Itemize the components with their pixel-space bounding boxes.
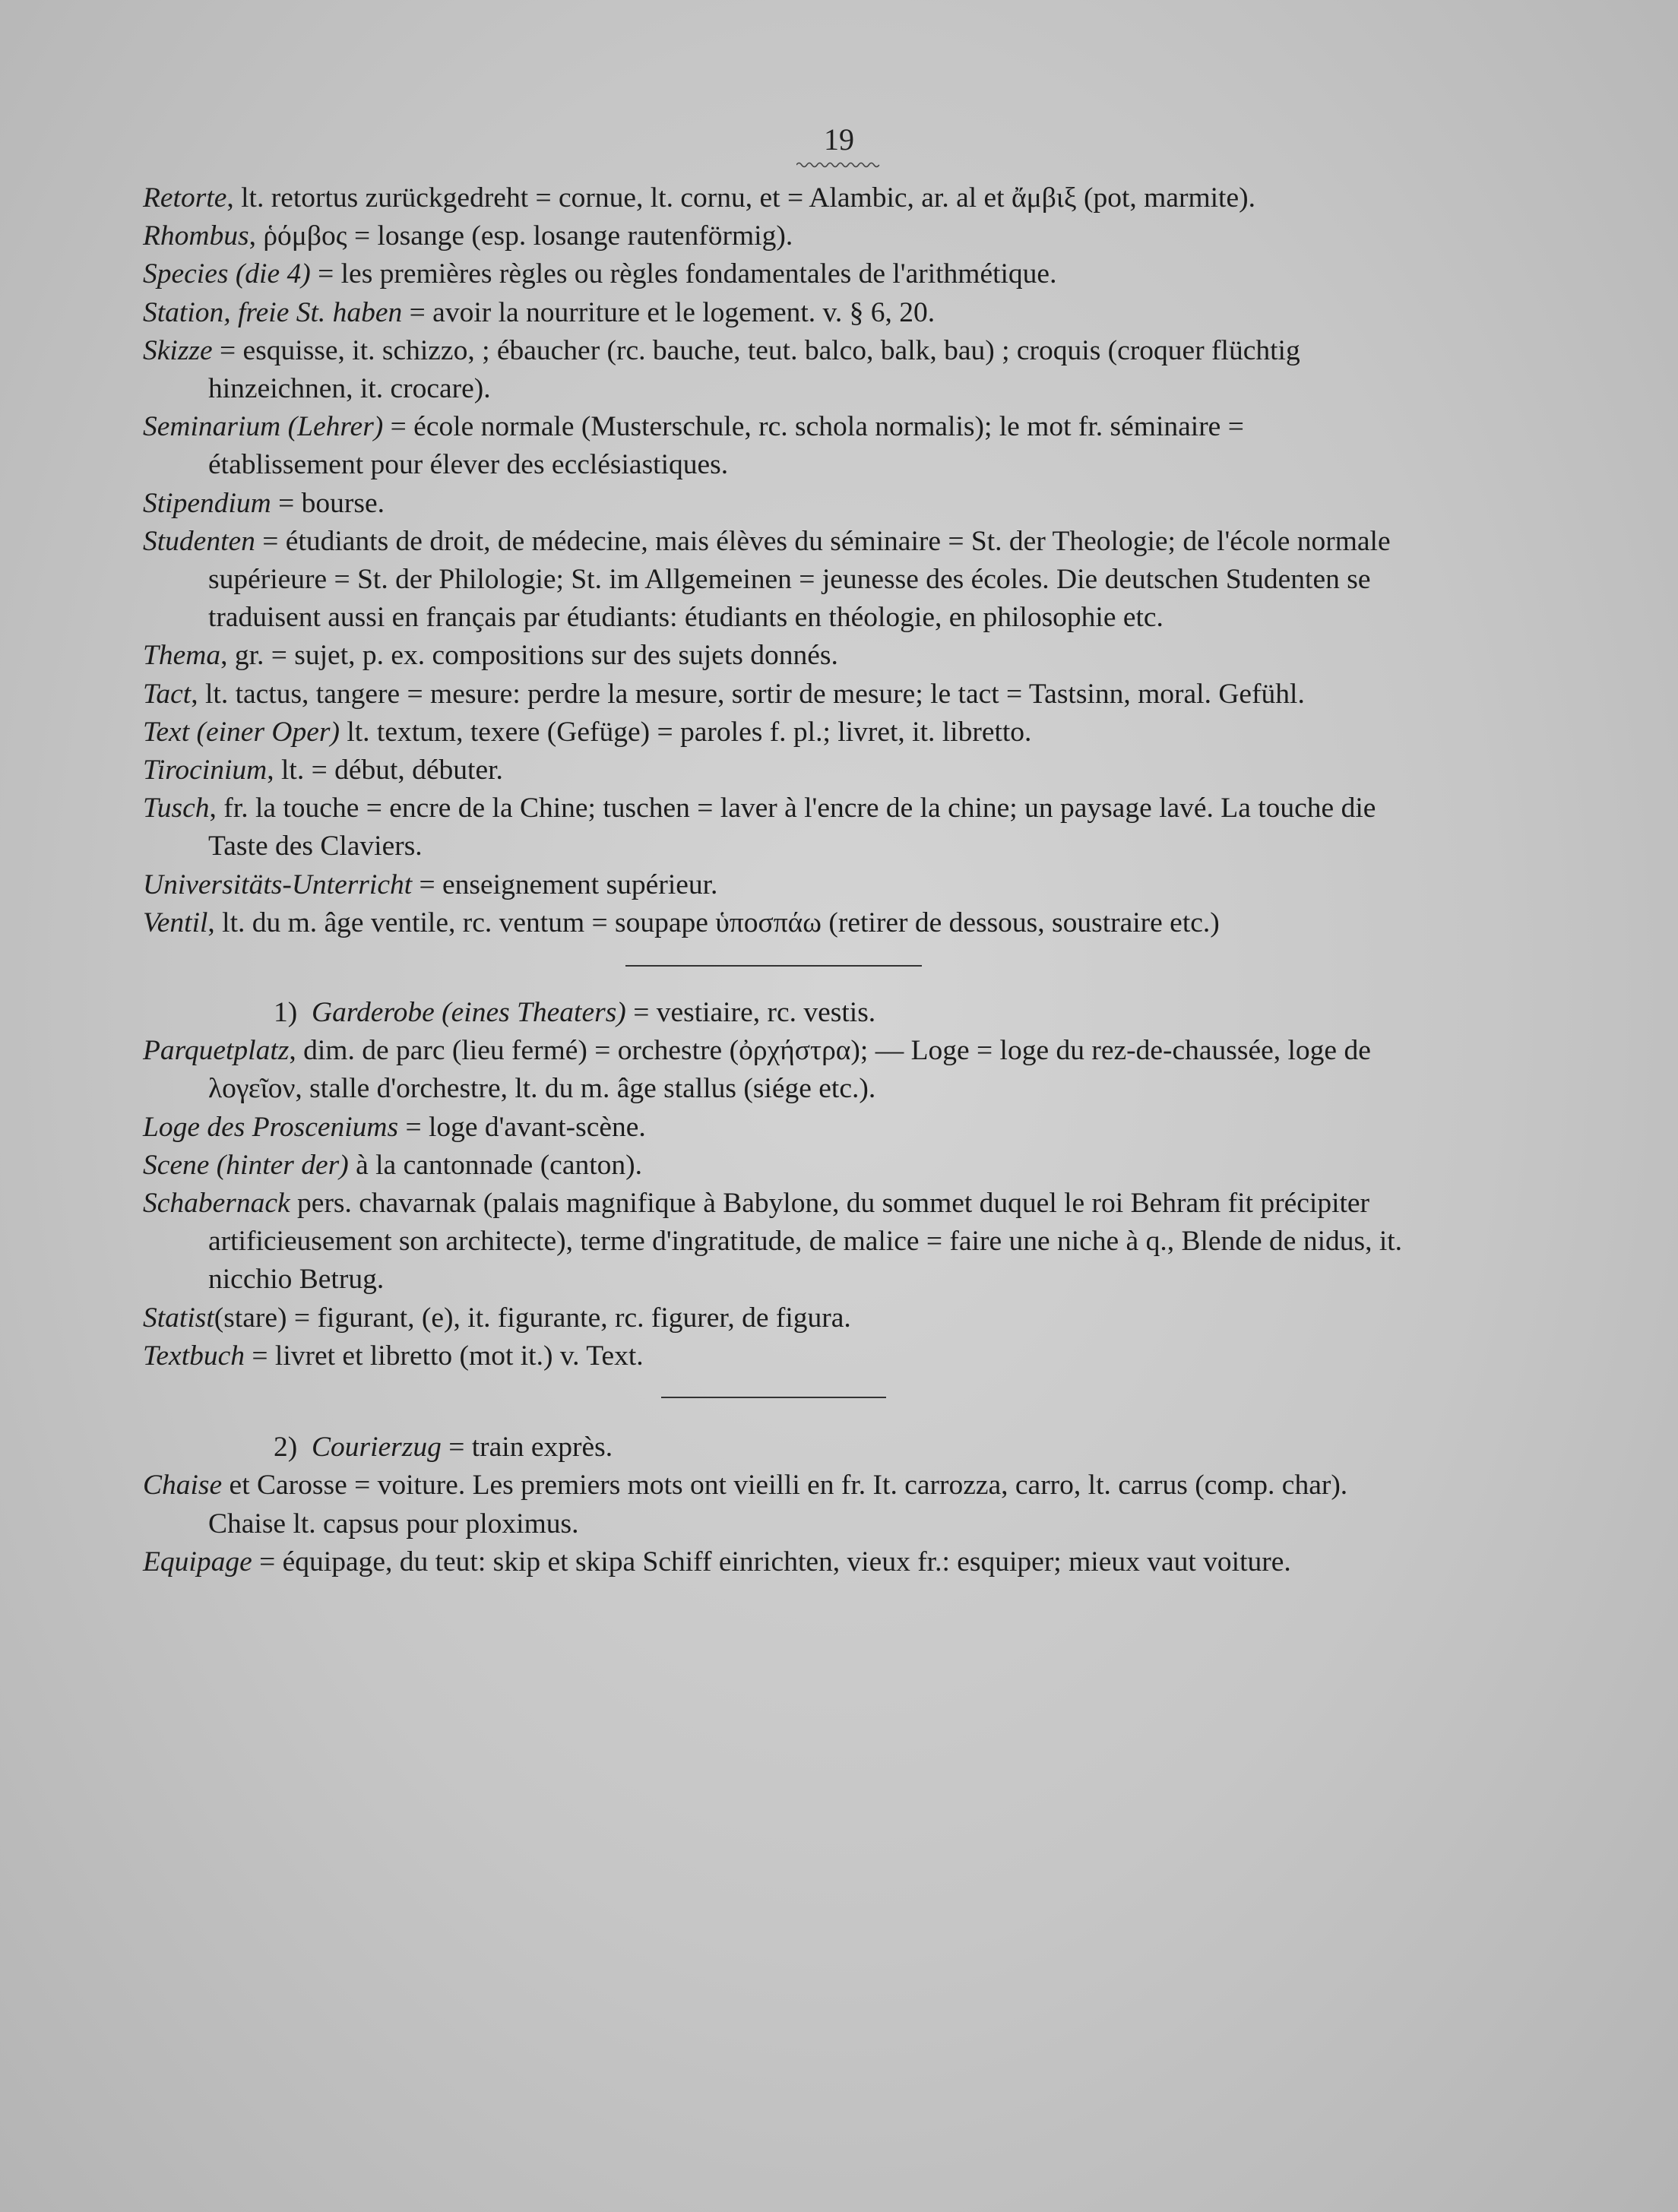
definition: = train exprès.: [441, 1432, 613, 1464]
entry-seminarium: [143, 408, 1404, 484]
headword: Studenten: [143, 525, 255, 557]
definition: = les premières règles ou règles fondamentales de l'arithmétique.: [310, 258, 1057, 290]
definition: , dim. de parc (lieu fermé) = orchestre (ὀρχήστρα); — Loge = loge du rez-de-chaussée, loge de λογεῖον, stalle d'orchestre, lt. du m. âge stallus (siége etc.).: [208, 1035, 1371, 1105]
section-intro: [143, 1429, 1404, 1467]
headword: Textbuch: [143, 1340, 245, 1372]
definition: = enseignement supérieur.: [412, 869, 718, 900]
definition: = esquisse, it. schizzo, ; ébaucher (rc. bauche, teut. balco, balk, bau) ; croquis (croquer flüchtig hinzeichnen, it. crocare).: [208, 334, 1300, 405]
headword: Rhombus: [143, 220, 249, 252]
headword: Text (einer Oper): [143, 716, 340, 748]
headword: Tact: [143, 678, 192, 710]
section-number: 1): [274, 997, 298, 1029]
entry-loge-des-prosceniums: [143, 1109, 1404, 1147]
definition: , gr. = sujet, p. ex. compositions sur des sujets donnés.: [220, 640, 838, 672]
headword: Species (die 4): [143, 258, 311, 290]
definition: lt. textum, texere (Gefüge) = paroles f. pl.; livret, it. libretto.: [339, 716, 1032, 748]
section-divider: [625, 965, 922, 967]
headword: Statist: [143, 1302, 214, 1334]
entry-thema: [143, 637, 1404, 675]
definition: = vestiaire, rc. vestis.: [625, 997, 876, 1029]
definition: , ῥόμβος = losange (esp. losange rautenförmig).: [249, 220, 793, 252]
headword: Retorte: [143, 182, 227, 214]
entry-equipage: [143, 1543, 1404, 1581]
entry-tact: [143, 676, 1404, 714]
headword: Schabernack: [143, 1188, 290, 1220]
decorative-wave-rule: [796, 161, 880, 169]
definition: = bourse.: [271, 487, 385, 519]
definition: = école normale (Musterschule, rc. schola normalis); le mot fr. séminaire = établissement pour élever des ecclésiastiques.: [208, 411, 1244, 481]
entry-scene: [143, 1147, 1404, 1185]
headword: Skizze: [143, 334, 213, 366]
definition: = étudiants de droit, de médecine, mais élèves du séminaire = St. der Theologie; de l'école normale supérieure = St. der Philologie; St. im Allgemeinen = jeunesse des écoles. Die deutschen Studenten se traduisent aussi en français par étudiants: étudiants en théologie, en philosophie etc.: [208, 525, 1391, 634]
headword: Tirocinium: [143, 755, 268, 786]
headword: Seminarium (Lehrer): [143, 411, 384, 443]
headword: Courierzug: [312, 1432, 442, 1464]
definition: , lt. du m. âge ventile, rc. ventum = soupape ὑποσπάω (retirer de dessous, soustraire etc.): [207, 907, 1220, 938]
definition: pers. chavarnak (palais magnifique à Babylone, du sommet duquel le roi Behram fit précipiter artificieusement son architecte), terme d'ingratitude, de malice = faire une niche à q., Blende de nidus, it. nicchio Betrug.: [208, 1188, 1403, 1296]
entry-station: [143, 294, 1404, 332]
definition: = avoir la nourriture et le logement. v. § 6, 20.: [402, 296, 936, 328]
entry-stipendium: [143, 485, 1404, 523]
definition: et Carosse = voiture. Les premiers mots ont vieilli en fr. It. carrozza, carro, lt. carrus (comp. char). Chaise lt. capsus pour ploximus.: [208, 1470, 1348, 1540]
headword: Tusch: [143, 793, 210, 824]
section-intro: [143, 994, 1404, 1032]
entry-species: [143, 255, 1404, 293]
definition: , lt. retortus zurückgedreht = cornue, lt. cornu, et = Alambic, ar. al et ἄμβιξ (pot, marmite).: [226, 182, 1255, 214]
entry-tusch: [143, 790, 1404, 865]
entry-textbuch: [143, 1337, 1404, 1375]
definition: , fr. la touche = encre de la Chine; tuschen = laver à l'encre de la chine; un paysage lavé. La touche die Taste des Claviers.: [208, 793, 1376, 862]
entry-universitaets-unterricht: [143, 866, 1404, 904]
definition: = livret et libretto (mot it.) v. Text.: [245, 1340, 644, 1372]
entry-tirocinium: [143, 752, 1404, 790]
headword: Parquetplatz: [143, 1035, 290, 1067]
entry-statist: [143, 1299, 1404, 1337]
definition: (stare) = figurant, (e), it. figurante, rc. figurer, de figura.: [214, 1302, 851, 1334]
entry-schabernack: [143, 1185, 1404, 1299]
page-number: 19: [824, 122, 854, 157]
definition: à la cantonnade (canton).: [348, 1149, 642, 1181]
headword: Thema: [143, 640, 221, 672]
section-2: [143, 1429, 1404, 1581]
definition: , lt. tactus, tangere = mesure: perdre la mesure, sortir de mesure; le tact = Tastsinn, moral. Gefühl.: [191, 678, 1305, 710]
main-entries: [143, 179, 1404, 942]
headword: Equipage: [143, 1546, 252, 1578]
headword: Chaise: [143, 1470, 223, 1502]
section-divider: [661, 1397, 886, 1398]
entry-skizze: [143, 332, 1404, 408]
entry-studenten: [143, 523, 1404, 638]
headword: Scene (hinter der): [143, 1149, 349, 1181]
entry-chaise-et-carosse: [143, 1467, 1404, 1543]
entry-parquetplatz: [143, 1032, 1404, 1108]
section-1: [143, 994, 1404, 1375]
entry-ventil: [143, 904, 1404, 942]
definition: = équipage, du teut: skip et skipa Schiff einrichten, vieux fr.: esquiper; mieux vaut voiture.: [252, 1546, 1291, 1578]
entry-rhombus: [143, 217, 1404, 255]
headword: Loge des Prosceniums: [143, 1111, 399, 1143]
definition: , lt. = début, débuter.: [267, 755, 503, 786]
headword: Ventil: [143, 907, 208, 938]
entry-retorte: [143, 179, 1404, 217]
headword: Universitäts-Unterricht: [143, 869, 413, 900]
headword: Station, freie St. haben: [143, 296, 403, 328]
headword: Garderobe (eines Theaters): [312, 997, 626, 1029]
definition: = loge d'avant-scène.: [398, 1111, 646, 1143]
section-number: 2): [274, 1432, 298, 1464]
entry-text: [143, 714, 1404, 752]
dictionary-text: [143, 179, 1404, 1581]
headword: Stipendium: [143, 487, 271, 519]
